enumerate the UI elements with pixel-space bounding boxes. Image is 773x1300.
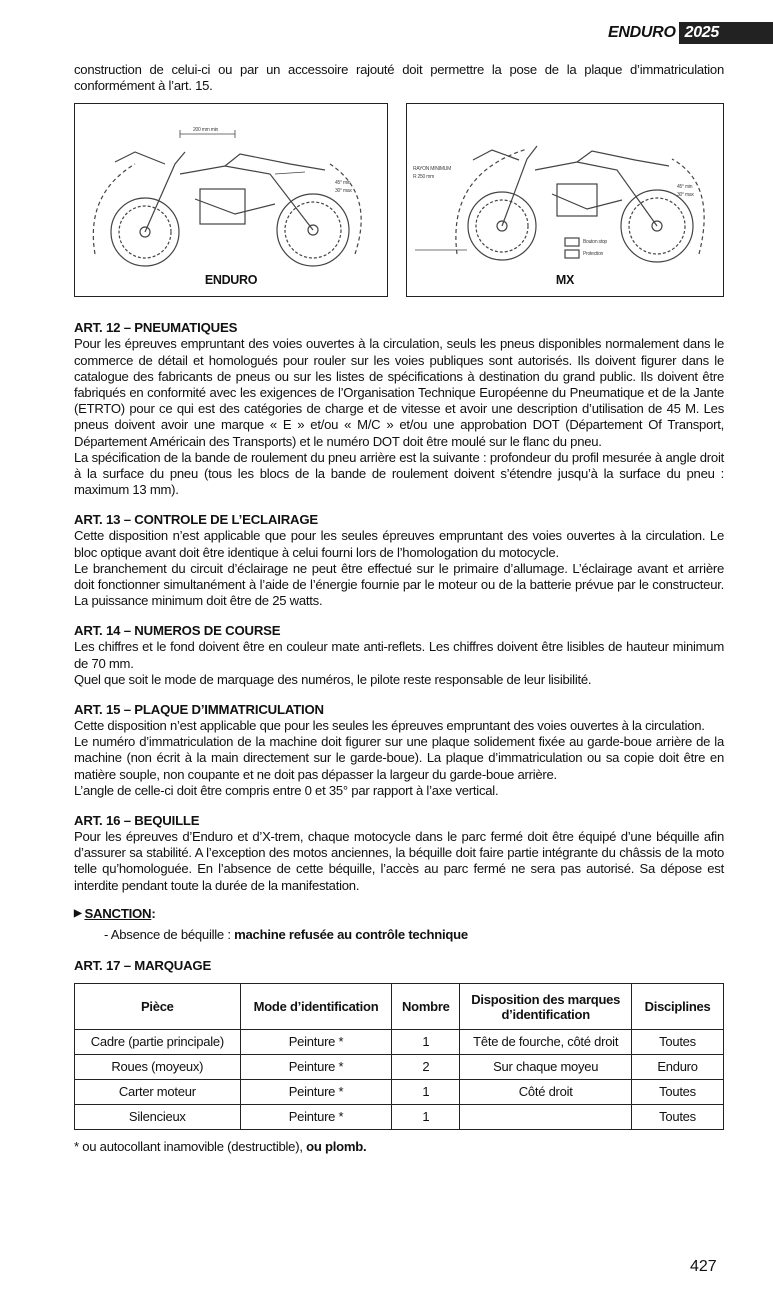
table-row: [75, 1105, 724, 1130]
header-word: ENDURO: [608, 24, 676, 41]
enduro-figure: [74, 103, 388, 297]
svg-text:30° max: 30° max: [335, 188, 352, 195]
mx-figure: [406, 103, 724, 297]
header-disciplines: Disciplines: [632, 984, 724, 1030]
svg-text:RAYON MINIMUM: RAYON MINIMUM: [413, 166, 452, 173]
svg-text:30° max: 30° max: [677, 192, 694, 199]
triangle-bullet-icon: ▶: [74, 907, 82, 919]
art12-paragraph-1: Pour les épreuves empruntant des voies ouvertes à la circulation, seuls les pneus disponibles normalement dans le commerce de détail et homologués pour rouler sur les voies publiques sont autorisés. Ils doivent figurer dans le catalogue des fabricants de pneus ou sur les listes de spécifications à destination du grand public. Ils doivent être fabriqués en conformité avec les exigences de l’Organisation Technique Européenne du Pneumatique et de la Jante (ETRTO) pour ce qui est des catégories de charge et de vitesse et avoir une description d’utilisation de 45 M. Les pneus doivent avoir une marque « E » et/ou « M/C » et/ou une approbation DOT (Département Of Transport, Département Américain des Transports) et le numéro DOT doit être moulé sur le flanc du pneu.: [74, 336, 724, 449]
art12-paragraph-2: La spécification de la bande de roulement du pneu arrière est la suivante : profondeur du profil mesurée à angle droit à la surface du pneu (tous les blocs de la bande de roulement doivent s’étendre jusqu’à la surface du pneu : maximum 13 mm).: [74, 449, 724, 498]
table-row: [75, 1030, 724, 1055]
svg-text:200 mm min: 200 mm min: [193, 127, 219, 134]
table-cell: Carter moteur: [75, 1080, 241, 1105]
table-cell: Tête de fourche, côté droit: [460, 1030, 632, 1055]
header-piece: Pièce: [75, 984, 241, 1030]
header-disposition: Disposition des marques d’identification: [460, 984, 632, 1030]
art13-title: ART. 13 – CONTROLE DE L’ECLAIRAGE: [74, 512, 318, 528]
table-footnote: [74, 1139, 724, 1155]
svg-text:R 250 mm: R 250 mm: [413, 174, 435, 181]
sanction-item-penalty: machine refusée au contrôle technique: [234, 927, 468, 943]
table-cell: Côté droit: [460, 1080, 632, 1105]
table-cell: Peinture *: [240, 1080, 392, 1105]
table-cell: Toutes: [632, 1030, 724, 1055]
art15-paragraph-1: Cette disposition n’est applicable que pour les seules les épreuves empruntant des voies ouvertes à la circulation.: [74, 718, 705, 734]
art17-title: ART. 17 – MARQUAGE: [74, 958, 212, 974]
sanction-label: SANCTION: [84, 905, 152, 921]
art16-title: ART. 16 – BEQUILLE: [74, 813, 200, 829]
art14-paragraph-1: Les chiffres et le fond doivent être en couleur mate anti-reflets. Les chiffres doivent être lisibles de hauteur minimum de 70 mm.: [74, 639, 724, 671]
mx-caption: MX: [555, 273, 575, 288]
table-cell: [460, 1105, 632, 1130]
svg-text:Bouton stop: Bouton stop: [583, 239, 607, 246]
art14-paragraph-2: Quel que soit le mode de marquage des numéros, le pilote reste responsable de leur lisibilité.: [74, 671, 592, 687]
svg-text:45° min: 45° min: [677, 184, 693, 191]
table-cell: 2: [392, 1055, 460, 1080]
table-row: [75, 1055, 724, 1080]
marking-table: [74, 983, 724, 1130]
art16-paragraph-1: Pour les épreuves d’Enduro et d’X-trem, chaque motocycle dans le parc fermé doit être équipé d’une béquille afin d’assurer sa stabilité. A l’exception des motos anciennes, la béquille doit faire partie intégrante du châssis de la moto telle qu’homologuée. En l’absence de cette béquille, l’accès au parc fermé ne sera pas autorisé. Sa dépose est interdite pendant toute la durée de la manifestation.: [74, 829, 724, 893]
header-nombre: Nombre: [392, 984, 460, 1030]
table-cell: Roues (moyeux): [75, 1055, 241, 1080]
footnote-bold: ou plomb.: [306, 1139, 367, 1155]
table-cell: Enduro: [632, 1055, 724, 1080]
sanction-item: [74, 927, 724, 943]
figures-row: [74, 103, 724, 297]
table-cell: Peinture *: [240, 1030, 392, 1055]
table-cell: 1: [392, 1030, 460, 1055]
table-header-row: [75, 984, 724, 1030]
page-number: 427: [690, 1258, 717, 1275]
intro-paragraph: construction de celui-ci ou par un accessoire rajouté doit permettre la pose de la plaque d’immatriculation conformément à l’art. 15.: [74, 62, 724, 94]
table-cell: 1: [392, 1080, 460, 1105]
footnote-text: * ou autocollant inamovible (destructible),: [74, 1139, 307, 1155]
art15-paragraph-3: L’angle de celle-ci doit être compris entre 0 et 35° par rapport à l’axe vertical.: [74, 782, 499, 798]
table-cell: Toutes: [632, 1105, 724, 1130]
art15-paragraph-2: Le numéro d’immatriculation de la machine doit figurer sur une plaque solidement fixée au garde-boue arrière de la machine (non écrit à la main directement sur le garde-boue). La plaque d’immatriculation ou sa copie doit être en matière souple, non coupante et ne doit pas dépasser la largeur du garde-boue arrière.: [74, 734, 724, 782]
enduro-motorcycle-drawing: [75, 104, 388, 297]
art13-paragraph-1: Cette disposition n’est applicable que pour les seules épreuves empruntant des voies ouvertes à la circulation. Le bloc optique avant doit être identique à celui fourni lors de l’homologation du motocycle.: [74, 528, 724, 560]
sanction-colon: :: [151, 905, 156, 921]
enduro-caption: ENDURO: [204, 273, 258, 288]
table-cell: Peinture *: [240, 1105, 392, 1130]
table-cell: Silencieux: [75, 1105, 241, 1130]
sanction-item-prefix: - Absence de béquille :: [104, 927, 235, 943]
art15-title: ART. 15 – PLAQUE D’IMMATRICULATION: [74, 702, 324, 718]
art12-title: ART. 12 – PNEUMATIQUES: [74, 320, 238, 336]
table-cell: 1: [392, 1105, 460, 1130]
mx-motorcycle-drawing: [407, 104, 724, 297]
header-mode: Mode d’identification: [240, 984, 392, 1030]
svg-text:Protection: Protection: [583, 251, 604, 258]
table-cell: Cadre (partie principale): [75, 1030, 241, 1055]
page-content: [74, 62, 724, 1156]
header-year: 2025: [679, 22, 773, 44]
table-row: [75, 1080, 724, 1105]
svg-text:45° min: 45° min: [335, 180, 351, 187]
header-badge: [602, 22, 773, 44]
table-cell: Peinture *: [240, 1055, 392, 1080]
art14-title: ART. 14 – NUMEROS DE COURSE: [74, 623, 281, 639]
sanction-heading: [74, 906, 724, 922]
table-cell: Sur chaque moyeu: [460, 1055, 632, 1080]
art13-paragraph-2: Le branchement du circuit d’éclairage ne peut être effectué sur le primaire d’allumage. L’éclairage avant et arrière doit fonctionner simultanément à l’aide de l’énergie fournie par le moteur ou de la batterie prévue par le constructeur. La puissance minimum doit être de 25 watts.: [74, 560, 724, 609]
table-cell: Toutes: [632, 1080, 724, 1105]
